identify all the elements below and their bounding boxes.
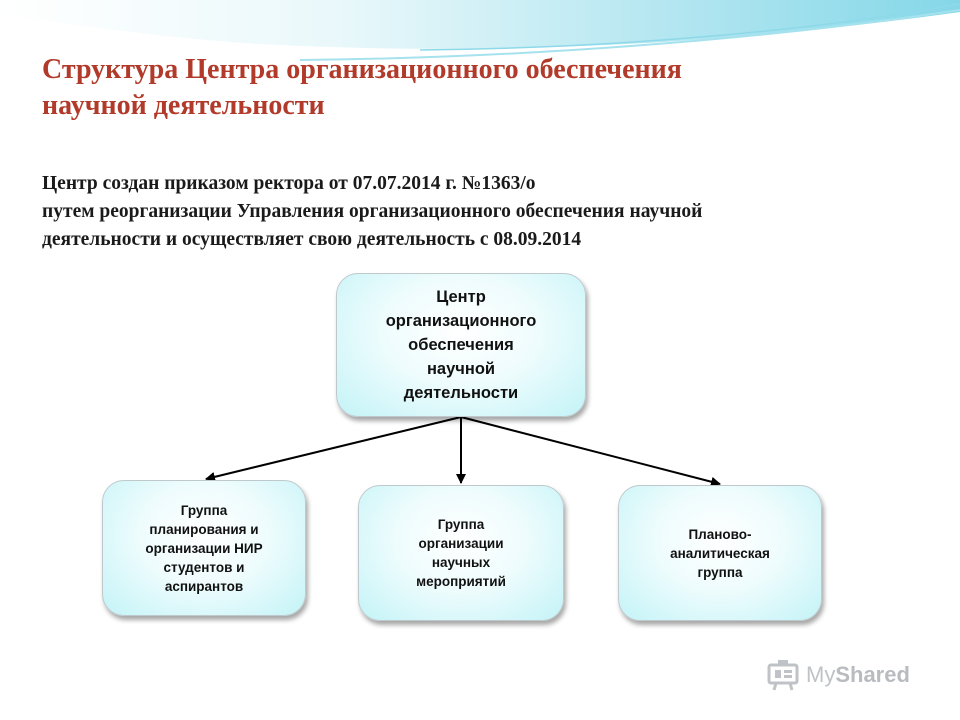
child-node-line: Группа (437, 517, 485, 532)
child-node-line: планирования и (149, 521, 259, 537)
slide-title-line: научной деятельности (42, 90, 325, 121)
child-node-analytics-group (618, 485, 822, 621)
child-node-line: научных (431, 555, 491, 570)
arrow-to-planning-group (206, 417, 461, 479)
root-node-line: деятельности (403, 384, 519, 402)
child-node-line: организации (418, 536, 504, 551)
child-node-line: группа (697, 564, 743, 580)
child-node-planning-group (102, 480, 306, 616)
child-node-line: Планово- (688, 526, 752, 542)
myshared-wordmark (806, 662, 910, 688)
root-node-line: научной (426, 360, 496, 378)
child-node-label (662, 525, 778, 582)
child-node-line: мероприятий (416, 574, 506, 589)
wordmark-prefix: My (806, 662, 836, 687)
myshared-watermark (766, 655, 926, 695)
description-line: Центр создан приказом ректора от 07.07.2014 г. №1363/о (42, 173, 536, 194)
description-line: путем реорганизации Управления организационного обеспечения научной (42, 201, 703, 222)
wordmark-suffix: Shared (835, 662, 910, 687)
slide-title-line: Структура Центра организационного обеспечения (42, 54, 682, 85)
myshared-logo-icon (766, 657, 802, 693)
child-node-events-group (358, 485, 564, 621)
arrow-to-analytics-group (461, 417, 720, 484)
child-node-line: Группа (180, 502, 228, 518)
root-node-center (336, 273, 586, 417)
description-line: деятельности и осуществляет свою деятельность с 08.09.2014 (42, 229, 582, 250)
child-node-label (137, 501, 270, 596)
child-node-line: студентов и (163, 559, 245, 575)
child-node-label (408, 515, 514, 591)
root-node-line: обеспечения (408, 336, 514, 354)
child-node-line: организации НИР (145, 540, 263, 556)
child-node-line: аспирантов (164, 578, 244, 594)
root-node-line: Центр (436, 288, 486, 306)
child-node-line: аналитическая (670, 545, 770, 561)
root-node-line: организационного (385, 312, 537, 330)
root-node-label (378, 285, 545, 405)
